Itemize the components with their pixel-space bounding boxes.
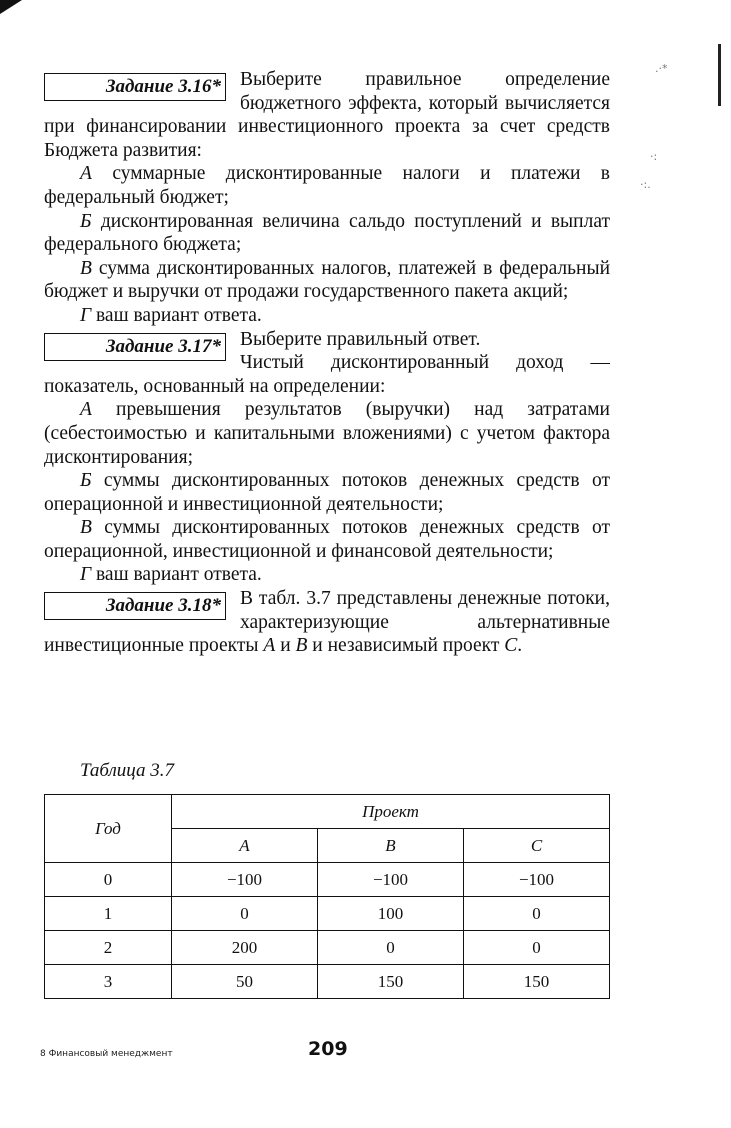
table-row <box>45 931 610 965</box>
project-a-ref: А <box>263 635 276 657</box>
table-cell: 0 <box>464 931 610 965</box>
task-label-box <box>44 73 226 101</box>
answer-option <box>44 516 610 563</box>
footer-section-note: 8 Финансовый менеджмент <box>40 1049 173 1059</box>
conjunction: и <box>280 635 291 657</box>
table-cell: −100 <box>464 863 610 897</box>
table-cell: 100 <box>318 897 464 931</box>
scan-noise: .·* <box>655 62 668 75</box>
table-cell: 0 <box>464 897 610 931</box>
table-caption: Таблица 3.7 <box>80 760 174 781</box>
table-cell: 0 <box>318 931 464 965</box>
option-text: дисконтированная величина сальдо поступлений и выплат федерального бюджета; <box>44 210 610 256</box>
table-cell: 50 <box>172 965 318 999</box>
table-row <box>45 965 610 999</box>
year-header: Год <box>45 795 172 863</box>
project-b-ref: В <box>295 635 308 657</box>
option-letter: Г <box>80 564 92 586</box>
statement-text: В табл. 3.7 представлены денежные потоки, характеризующие альтернативные инвестиционные проекты <box>44 588 610 657</box>
task-3-18 <box>44 587 610 658</box>
task-question: Выберите правильное определение бюджетного эффекта, который вычисляется при финансировании инвестиционного проекта за счет средств Бюджета развития: <box>44 69 610 161</box>
option-letter: Б <box>80 470 92 492</box>
scan-noise: ·:. <box>640 178 651 191</box>
table-cell: 150 <box>464 965 610 999</box>
project-header: Проект <box>172 795 610 829</box>
page-number: 209 <box>308 1038 348 1060</box>
option-text: суммы дисконтированных потоков денежных средств от операционной и инвестиционной деятельности; <box>44 470 610 515</box>
answer-option <box>44 469 610 516</box>
table-header-row <box>45 795 610 829</box>
task-3-17 <box>44 328 610 399</box>
table-cell: −100 <box>172 863 318 897</box>
option-text: суммарные дисконтированные налоги и платежи в федеральный бюджет; <box>44 163 610 208</box>
option-text: сумма дисконтированных налогов, платежей в федеральный бюджет и выручки от продажи государственного пакета акций; <box>44 257 611 303</box>
scan-edge-line <box>718 44 721 106</box>
task-instruction: Выберите правильный ответ. <box>240 328 481 350</box>
scan-corner-mark <box>0 0 22 14</box>
task-label-box <box>44 333 226 361</box>
task-3-16 <box>44 68 610 162</box>
task-question: Чистый дисконтированный доход — показатель, основанный на определении: <box>44 352 610 397</box>
table-cell: 0 <box>172 897 318 931</box>
cash-flow-table <box>44 794 610 999</box>
statement-text: и независимый проект <box>312 635 500 657</box>
answer-option <box>44 210 610 257</box>
scan-noise: ·: <box>650 150 658 163</box>
table-cell: 2 <box>45 931 172 965</box>
option-text: ваш вариант ответа. <box>95 304 262 326</box>
answer-option <box>44 304 610 328</box>
table-row <box>45 897 610 931</box>
column-header: А <box>172 829 318 863</box>
table-cell: −100 <box>318 863 464 897</box>
option-text: превышения результатов (выручки) над затратами (себестоимостью и капитальными вложениями) с учетом фактора дисконтирования; <box>44 399 610 468</box>
table-row <box>45 863 610 897</box>
table-cell: 1 <box>45 897 172 931</box>
task-label-box <box>44 592 226 620</box>
column-header: В <box>318 829 464 863</box>
task-label: Задание 3.17* <box>105 335 221 357</box>
answer-option <box>44 257 610 304</box>
answer-option <box>44 162 610 209</box>
table-cell: 200 <box>172 931 318 965</box>
task-label: Задание 3.16* <box>105 76 221 97</box>
statement-end: . <box>517 635 523 657</box>
option-letter: А <box>80 163 92 185</box>
option-letter: Б <box>80 210 92 232</box>
option-text: ваш вариант ответа. <box>95 564 262 586</box>
table-cell: 150 <box>318 965 464 999</box>
page-body <box>44 68 610 658</box>
table-cell: 0 <box>45 863 172 897</box>
project-c-ref: С <box>504 635 518 657</box>
option-text: суммы дисконтированных потоков денежных средств от операционной, инвестиционной и финансовой деятельности; <box>44 517 611 562</box>
column-header: С <box>464 829 610 863</box>
task-label: Задание 3.18* <box>105 595 221 617</box>
option-letter: Г <box>80 304 92 326</box>
option-letter: В <box>80 257 92 279</box>
table-cell: 3 <box>45 965 172 999</box>
option-letter: А <box>80 399 92 421</box>
option-letter: В <box>80 517 92 539</box>
answer-option <box>44 398 610 469</box>
answer-option <box>44 563 610 587</box>
